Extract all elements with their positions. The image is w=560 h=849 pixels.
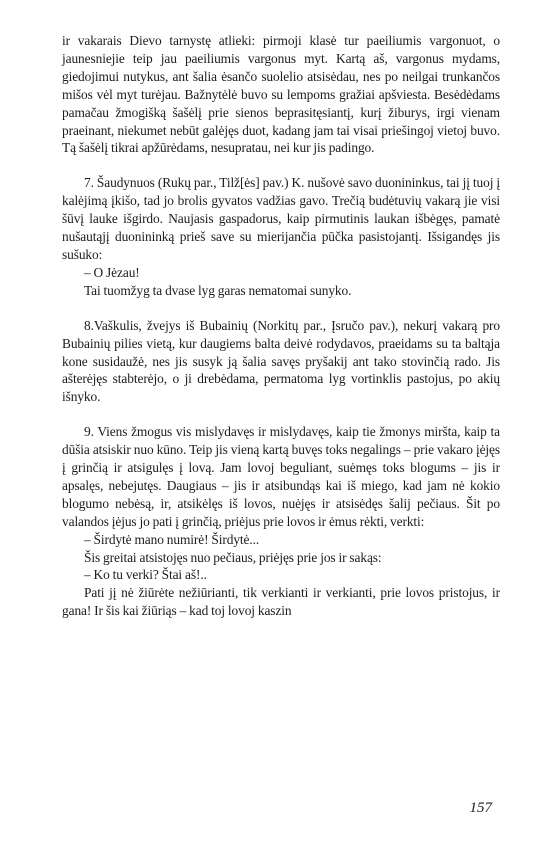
paragraph-7-ending: Tai tuomžyg ta dvase lyg garas nematomai sunyko.	[84, 282, 352, 298]
dialogue-line: – O Jėzau!	[84, 264, 140, 280]
narration-line: Šis greitai atsistojęs nuo pečiaus, priėjęs prie jos ir sakąs:	[84, 549, 382, 565]
paragraph-9: 9. Viens žmogus vis mislydavęs ir mislydavęs, kaip tie žmonys miršta, kaip ta dūšia atsiskir nuo kūno. Teip jis vieną kartą buvęs toks negalings – prie vakaro įėjęs į grinčią ir atsigulęs į lovą. Jam lovoj beguliant, suėmęs toks blogums – jis ir apsalęs, nebejutęs. Daugiaus – jis ir atsibundąs kai iš miego, kad jam nė kokio blogumo nebėsą, ir, atsikėlęs iš lovos, nuėjęs ir atsisėdęs šalij pečiaus. Šit po valandos įėjus jo pati į grinčią, priėjus prie lovos ir ėmus rėkti, verkti:	[62, 424, 500, 529]
page-text	[62, 32, 500, 620]
paragraph-7: 7. Šaudynuos (Rukų par., Tilž[ės] pav.) K. nušovė savo duonininkus, tai jį tuoj į kalėjimą įkišo, tad jo brolis gyvatos vadžias gavo. Trečią budėtuvių vakarą jie visi šūvį lauke išgirdo. Naujasis gaspadorus, kaip pirmutinis laukan išbėgęs, pamatė nušautąjį duonininką prieš save su mierijančia pūčka pasistojantį. Išsigandęs jis sušuko:	[62, 175, 500, 262]
dialogue-line: – Ko tu verki? Štai aš!..	[84, 567, 207, 583]
paragraph-continuation: ir vakarais Dievo tarnystę atlieki: pirmoji klasė tur paeiliumis vargonuot, o jaunesniejie teip jau paeiliumis vargonus myt. Kartą aš, vargonus mydams, giedojimui nutykus, ant šalia ėsančo suolelio atsisėdau, nes po neilgai trunkančos mišos vėl myt turėjau. Bažnytėlė buvo su lempoms gražiai apšviesta. Besėdėdams pamačau žmogišką šašėlį prie sienos beprasitęsiantį, kurį žiburys, irgi vienam praeinant, niekumet nebūt galėjęs duot, kadang jam tai visai priešingoj vietoj buvo. Tą šašėlį tikrai apžūrėdams, nesupratau, nei kur jis padingo.	[62, 33, 500, 156]
dialogue-line: – Širdytė mano numirė! Širdytė...	[84, 531, 260, 547]
page-number: 157	[469, 800, 492, 816]
narration-paragraph: Pati jį nė žiūrėte nežiūrianti, tik verkianti ir verkianti, prie lovos pristojus, ir gana! Ir šis kai žiūriąs – kad toj lovoj kaszin	[62, 585, 500, 619]
paragraph-8: 8.Vaškulis, žvejys iš Bubainių (Norkitų par., Įsručo pav.), nekurį vakarą pro Bubainių pilies vietą, kur daugiems balta deivė rodydavos, praeidams su ta baltąja kone susidaužė, nes jis susyk ją šalia savęs pryšakij ant tako stovinčią rado. Jis ašterėjęs stabterėjo, o ji drebėdama, permatoma lyg vortinklis pastojus, po akių išnyko.	[62, 317, 500, 405]
